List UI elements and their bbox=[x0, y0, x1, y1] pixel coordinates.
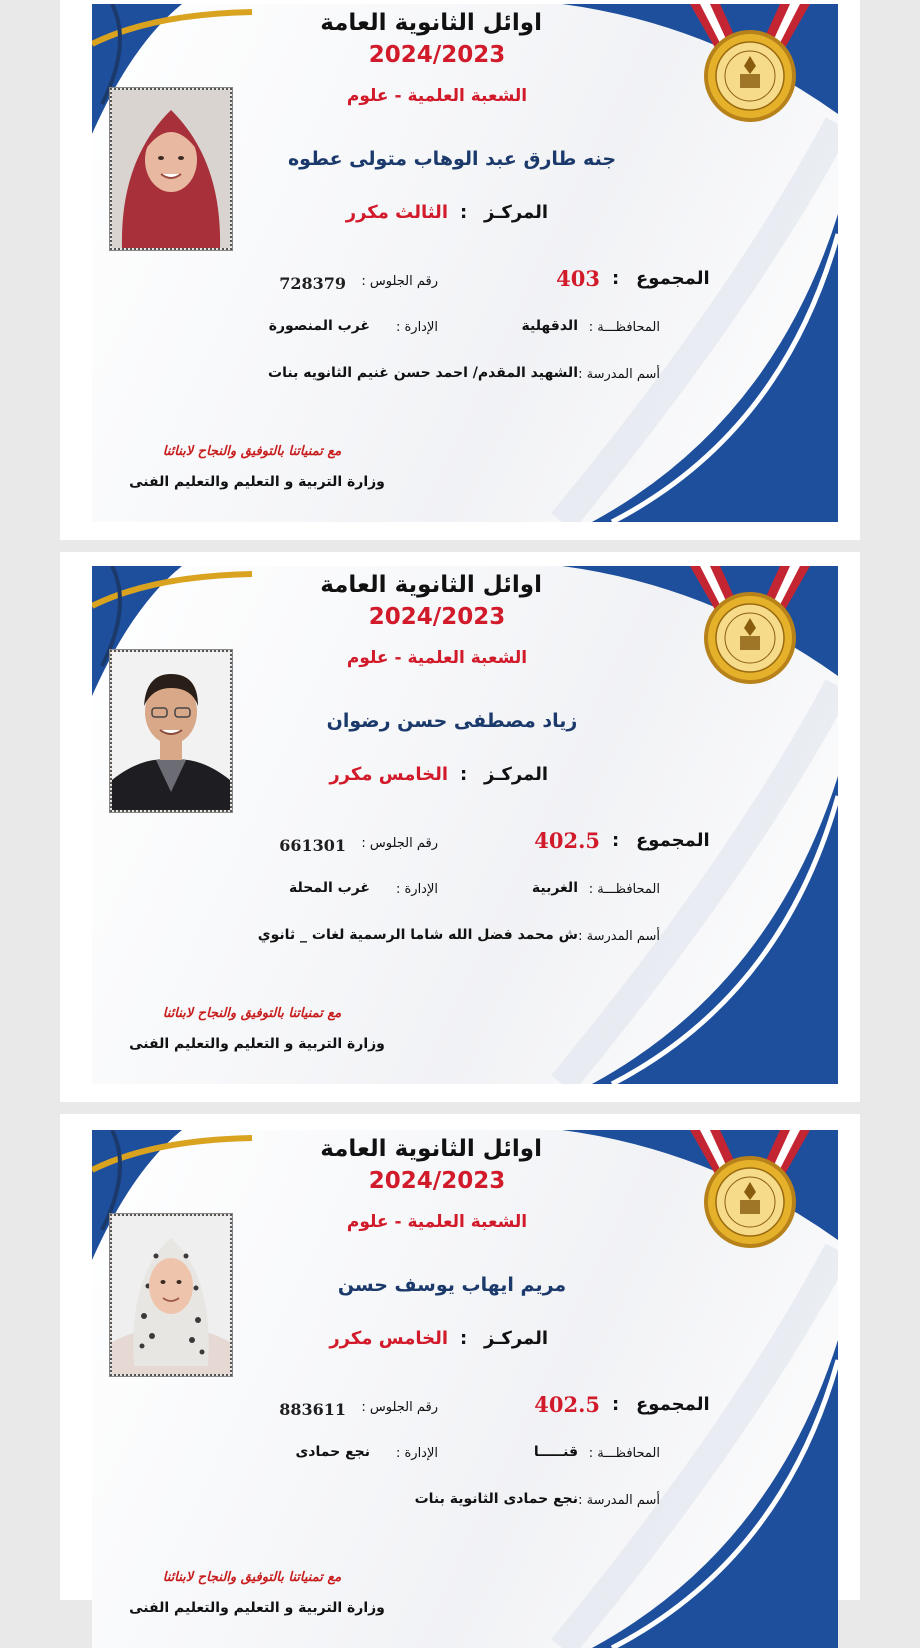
administration-label: الإدارة : bbox=[395, 320, 438, 335]
total-value: 402.5 bbox=[534, 828, 600, 853]
governorate-value: الغربية bbox=[531, 880, 578, 896]
total-label: المجموع bbox=[636, 268, 710, 289]
branch-label: الشعبة العلمية - علوم bbox=[346, 1212, 528, 1232]
ministry-signature: وزارة التربية و التعليم والتعليم الفنى bbox=[129, 474, 385, 490]
ministry-seal-medal bbox=[680, 1130, 820, 1270]
school-label: أسم المدرسة : bbox=[578, 367, 660, 382]
total-value: 403 bbox=[556, 266, 600, 291]
student-name: جنه طارق عبد الوهاب متولى عطوه bbox=[287, 148, 617, 170]
total-colon: : bbox=[612, 268, 620, 289]
rank-label: المركـز bbox=[484, 202, 549, 223]
ministry-seal-medal bbox=[680, 4, 820, 144]
wish-message: مع تمنياتنا بالتوفيق والنجاح لابنائنا bbox=[162, 444, 342, 459]
administration-label: الإدارة : bbox=[395, 1446, 438, 1461]
academic-year: 2024/2023 bbox=[368, 42, 506, 68]
seat-number-value: 661301 bbox=[279, 836, 346, 855]
academic-year: 2024/2023 bbox=[368, 1168, 506, 1194]
student-name: مريم ايهاب يوسف حسن bbox=[337, 1274, 567, 1296]
ministry-signature: وزارة التربية و التعليم والتعليم الفنى bbox=[129, 1036, 385, 1052]
student-name: زياد مصطفى حسن رضوان bbox=[326, 710, 578, 732]
certificate-title: اوائل الثانوية العامة bbox=[320, 1136, 542, 1162]
certificate-title: اوائل الثانوية العامة bbox=[320, 572, 542, 598]
governorate-value: قنـــــا bbox=[533, 1444, 578, 1460]
governorate-label: المحافظـــة : bbox=[588, 882, 660, 897]
certificate-panel bbox=[60, 1114, 860, 1616]
administration-label: الإدارة : bbox=[395, 882, 438, 897]
seat-number-label: رقم الجلوس : bbox=[361, 836, 438, 851]
certificate-panel bbox=[60, 0, 860, 540]
certificate-card bbox=[92, 4, 838, 522]
school-label: أسم المدرسة : bbox=[578, 1493, 660, 1508]
rank-colon: : bbox=[460, 1328, 468, 1349]
total-colon: : bbox=[612, 830, 620, 851]
ministry-signature: وزارة التربية و التعليم والتعليم الفنى bbox=[129, 1600, 385, 1616]
rank-label: المركـز bbox=[484, 764, 549, 785]
ministry-seal-medal bbox=[680, 566, 820, 706]
rank-colon: : bbox=[460, 764, 468, 785]
seat-number-value: 728379 bbox=[279, 274, 346, 293]
school-value: الشهيد المقدم/ احمد حسن غنيم الثانويه بنات bbox=[268, 365, 578, 381]
school-value: ش محمد فضل الله شاما الرسمية لغات _ ثانوي bbox=[257, 927, 578, 943]
rank-value: الخامس مكرر bbox=[329, 764, 448, 785]
school-label: أسم المدرسة : bbox=[578, 929, 660, 944]
student-photo bbox=[110, 88, 232, 250]
total-value: 402.5 bbox=[534, 1392, 600, 1417]
rank-value: الخامس مكرر bbox=[329, 1328, 448, 1349]
branch-label: الشعبة العلمية - علوم bbox=[346, 86, 528, 106]
total-label: المجموع bbox=[636, 1394, 710, 1415]
administration-value: غرب المنصورة bbox=[268, 318, 370, 334]
school-value: نجع حمادى الثانوية بنات bbox=[414, 1491, 578, 1507]
certificate-card bbox=[92, 1130, 838, 1648]
wish-message: مع تمنياتنا بالتوفيق والنجاح لابنائنا bbox=[162, 1570, 342, 1585]
rank-value: الثالث مكرر bbox=[345, 202, 448, 223]
certificate-panel bbox=[60, 552, 860, 1102]
rank-colon: : bbox=[460, 202, 468, 223]
student-photo bbox=[110, 650, 232, 812]
governorate-label: المحافظـــة : bbox=[588, 320, 660, 335]
certificate-card bbox=[92, 566, 838, 1084]
administration-value: نجع حمادى bbox=[295, 1444, 370, 1460]
seat-number-label: رقم الجلوس : bbox=[361, 1400, 438, 1415]
wish-message: مع تمنياتنا بالتوفيق والنجاح لابنائنا bbox=[162, 1006, 342, 1021]
total-label: المجموع bbox=[636, 830, 710, 851]
governorate-label: المحافظـــة : bbox=[588, 1446, 660, 1461]
governorate-value: الدقهلية bbox=[521, 318, 578, 334]
total-colon: : bbox=[612, 1394, 620, 1415]
student-photo bbox=[110, 1214, 232, 1376]
rank-label: المركـز bbox=[484, 1328, 549, 1349]
seat-number-value: 883611 bbox=[279, 1400, 346, 1419]
branch-label: الشعبة العلمية - علوم bbox=[346, 648, 528, 668]
administration-value: غرب المحلة bbox=[289, 880, 370, 896]
seat-number-label: رقم الجلوس : bbox=[361, 274, 438, 289]
academic-year: 2024/2023 bbox=[368, 604, 506, 630]
certificate-title: اوائل الثانوية العامة bbox=[320, 10, 542, 36]
